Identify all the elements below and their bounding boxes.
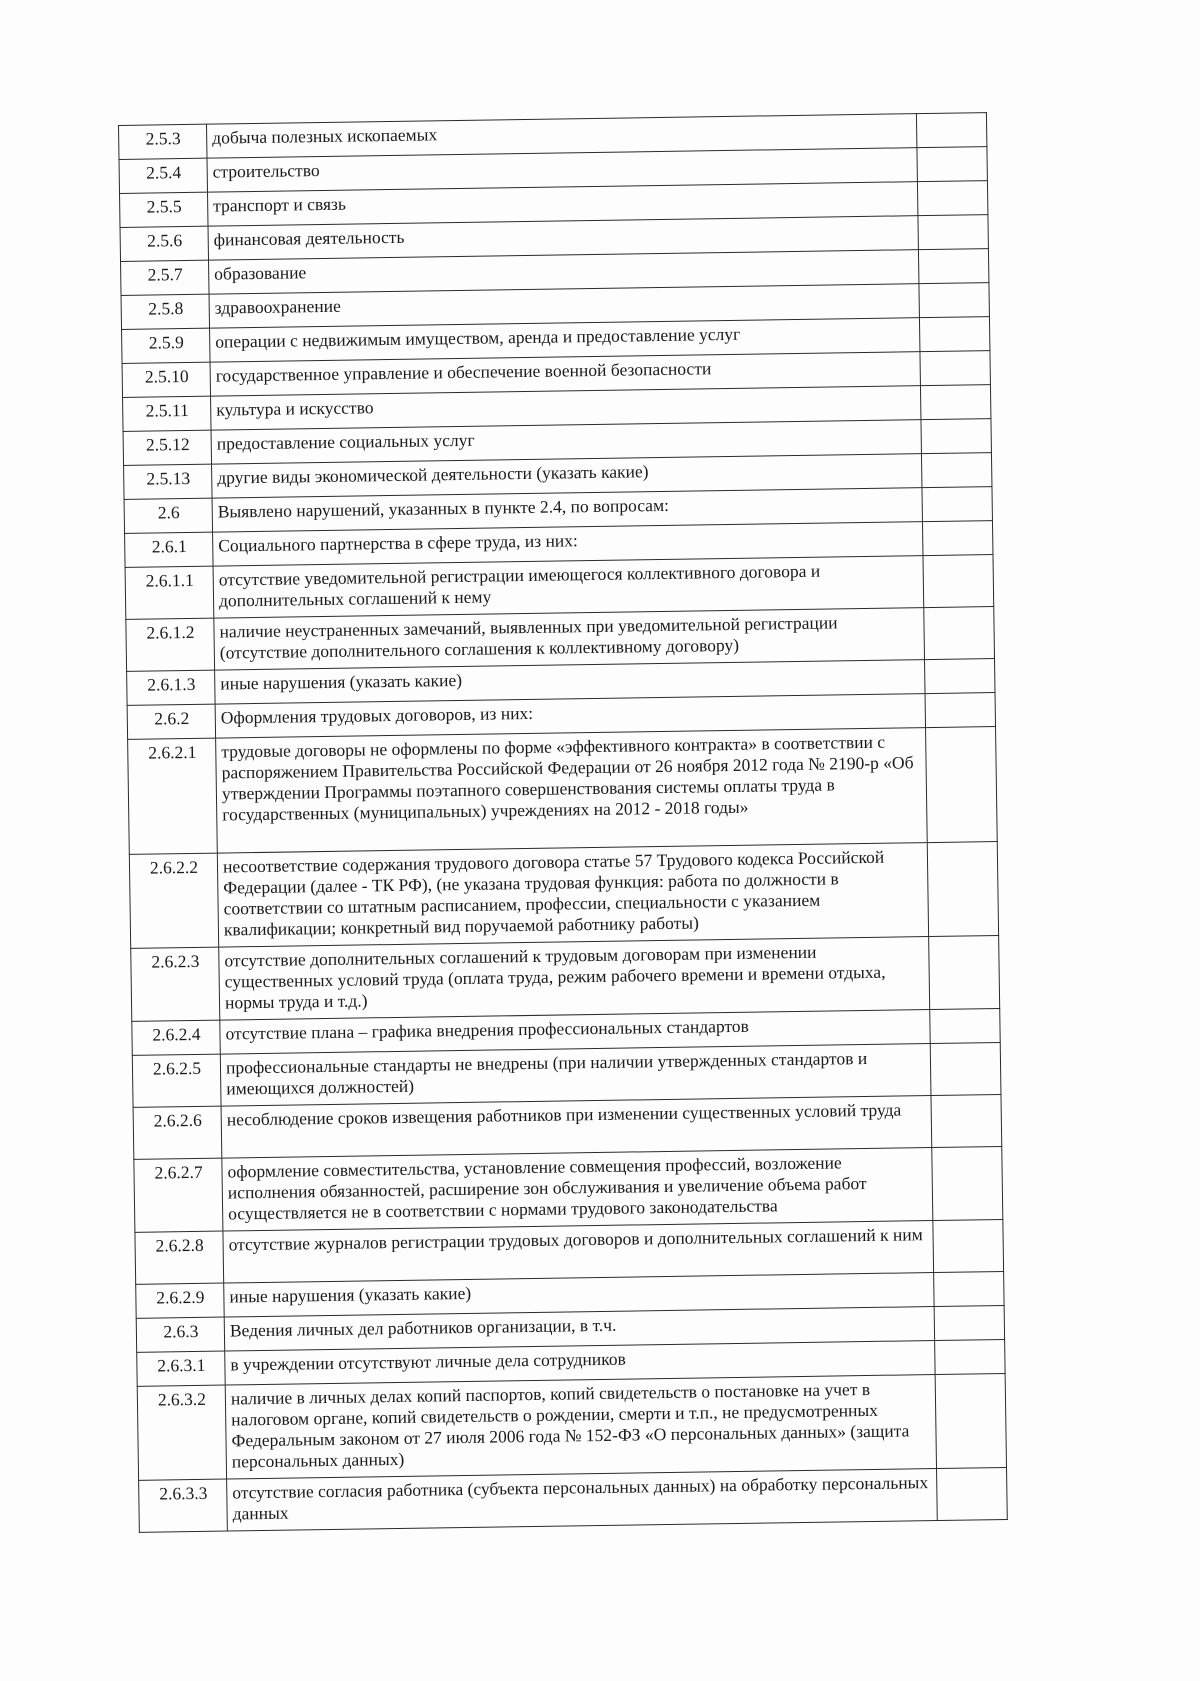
value-cell[interactable] bbox=[916, 113, 986, 148]
item-number: 2.5.8 bbox=[121, 294, 209, 329]
value-cell[interactable] bbox=[922, 521, 992, 556]
item-number: 2.6.2.6 bbox=[133, 1106, 222, 1159]
violations-table bbox=[118, 112, 1008, 1533]
item-description: несоблюдение сроков извещения работников при изменении существенных условий труда bbox=[221, 1096, 932, 1159]
item-number: 2.6.2.5 bbox=[132, 1054, 221, 1107]
item-description: Социального партнерства в сфере труда, из них: bbox=[213, 522, 923, 567]
item-number: 2.6.2.9 bbox=[136, 1283, 224, 1318]
table-row bbox=[134, 1147, 1003, 1233]
item-description: транспорт и связь bbox=[208, 182, 918, 227]
value-cell[interactable] bbox=[926, 727, 998, 843]
item-description: отсутствие уведомительной регистрации имеющегося коллективного договора и дополнительных соглашений к нему bbox=[213, 556, 924, 619]
table-row bbox=[137, 1373, 1006, 1480]
value-cell[interactable] bbox=[930, 1043, 1001, 1096]
item-description: строительство bbox=[207, 148, 917, 193]
value-cell[interactable] bbox=[919, 317, 989, 352]
value-cell[interactable] bbox=[933, 1219, 1004, 1272]
value-cell[interactable] bbox=[925, 693, 995, 728]
table-body bbox=[119, 113, 1008, 1533]
value-cell[interactable] bbox=[935, 1373, 1006, 1468]
item-number: 2.6.2.4 bbox=[132, 1020, 220, 1055]
value-cell[interactable] bbox=[921, 453, 991, 488]
value-cell[interactable] bbox=[937, 1467, 1008, 1520]
item-description: Оформления трудовых договоров, из них: bbox=[215, 694, 925, 739]
item-number: 2.6.3.2 bbox=[137, 1385, 226, 1480]
item-number: 2.6.2.7 bbox=[134, 1158, 223, 1232]
item-description: трудовые договоры не оформлены по форме «эффективного контракта» в соответствии с распоряжением Правительства Российской Федерации от 26 ноября 2012 года № 2190-р «Об утверждении Программы поэтапного совершенствования системы оплаты труда в государственных (муниципальных) учреждениях на 2012 - 2018 годы» bbox=[216, 728, 928, 854]
value-cell[interactable] bbox=[931, 1095, 1002, 1148]
item-number: 2.5.12 bbox=[123, 430, 211, 465]
value-cell[interactable] bbox=[934, 1271, 1004, 1306]
item-number: 2.6.1.3 bbox=[127, 670, 215, 705]
value-cell[interactable] bbox=[924, 607, 995, 660]
item-number: 2.5.4 bbox=[119, 158, 207, 193]
item-number: 2.5.13 bbox=[124, 464, 212, 499]
item-number: 2.5.9 bbox=[122, 328, 210, 363]
value-cell[interactable] bbox=[932, 1147, 1003, 1221]
item-description: другие виды экономической деятельности (указать какие) bbox=[212, 454, 922, 499]
item-number: 2.6.3 bbox=[136, 1317, 224, 1352]
item-description: иные нарушения (указать какие) bbox=[224, 1273, 934, 1318]
value-cell[interactable] bbox=[923, 555, 994, 608]
item-number: 2.6.2.2 bbox=[129, 853, 218, 948]
item-number: 2.6.2 bbox=[127, 704, 215, 739]
table-row bbox=[128, 727, 998, 855]
item-description: иные нарушения (указать какие) bbox=[215, 660, 925, 705]
value-cell[interactable] bbox=[918, 249, 988, 284]
item-description: государственное управление и обеспечение военной безопасности bbox=[210, 352, 920, 397]
value-cell[interactable] bbox=[917, 147, 987, 182]
item-description: операции с недвижимым имуществом, аренда и предоставление услуг bbox=[210, 318, 920, 363]
item-number: 2.6.3.1 bbox=[137, 1351, 225, 1386]
item-description: культура и искусство bbox=[211, 386, 921, 431]
value-cell[interactable] bbox=[918, 215, 988, 250]
value-cell[interactable] bbox=[920, 351, 990, 386]
item-description: Ведения личных дел работников организации, в т.ч. bbox=[224, 1307, 934, 1352]
value-cell[interactable] bbox=[929, 936, 1000, 1010]
value-cell[interactable] bbox=[935, 1339, 1005, 1374]
item-number: 2.6.1.1 bbox=[125, 566, 214, 619]
value-cell[interactable] bbox=[921, 419, 991, 454]
value-cell[interactable] bbox=[917, 181, 987, 216]
item-description: образование bbox=[209, 250, 919, 295]
item-description: отсутствие дополнительных соглашений к трудовым договорам при изменении существенных условий труда (оплата труда, режим рабочего времени и времени отдыха, нормы труда и т.д.) bbox=[219, 937, 930, 1021]
item-number: 2.5.6 bbox=[120, 226, 208, 261]
item-description: добыча полезных ископаемых bbox=[206, 114, 916, 159]
value-cell[interactable] bbox=[930, 1009, 1000, 1044]
item-description: наличие неустраненных замечаний, выявленных при уведомительной регистрации (отсутствие дополнительного соглашения к коллективному договору) bbox=[214, 608, 925, 671]
value-cell[interactable] bbox=[922, 487, 992, 522]
item-description: предоставление социальных услуг bbox=[211, 420, 921, 465]
item-number: 2.5.5 bbox=[120, 192, 208, 227]
item-description: оформление совместительства, установление совмещения профессий, возложение исполнения обязанностей, расширение зон обслуживания и увеличение объема работ осуществляется не в соответствии с нормами трудового законодательства bbox=[222, 1148, 933, 1232]
item-number: 2.6.2.8 bbox=[135, 1231, 224, 1284]
item-description: несоответствие содержания трудового договора статье 57 Трудового кодекса Российской Федерации (далее - ТК РФ), (не указана трудовая функция: работа по должности в соответствии со штатным расписанием, профессии, специальности с указанием квалификации; конкретный вид поручаемой работнику работы) bbox=[217, 843, 928, 948]
value-cell[interactable] bbox=[919, 283, 989, 318]
item-number: 2.6 bbox=[124, 498, 212, 533]
value-cell[interactable] bbox=[927, 842, 998, 937]
item-number: 2.5.3 bbox=[119, 124, 207, 159]
item-number: 2.6.2.1 bbox=[128, 738, 218, 854]
item-description: Выявлено нарушений, указанных в пункте 2.4, по вопросам: bbox=[212, 488, 922, 533]
table-row bbox=[131, 936, 1000, 1022]
value-cell[interactable] bbox=[925, 659, 995, 694]
item-number: 2.5.11 bbox=[123, 396, 211, 431]
item-description: отсутствие согласия работника (субъекта персональных данных) на обработку персональных данных bbox=[227, 1469, 938, 1532]
item-description: здравоохранение bbox=[209, 284, 919, 329]
item-number: 2.6.2.3 bbox=[131, 947, 220, 1021]
item-number: 2.5.7 bbox=[121, 260, 209, 295]
item-description: в учреждении отсутствуют личные дела сотрудников bbox=[225, 1341, 935, 1386]
value-cell[interactable] bbox=[934, 1305, 1004, 1340]
item-number: 2.6.3.3 bbox=[139, 1479, 228, 1532]
item-description: профессиональные стандарты не внедрены (при наличии утвержденных стандартов и имеющихся должностей) bbox=[220, 1044, 931, 1107]
item-number: 2.6.1 bbox=[125, 532, 213, 567]
item-description: отсутствие журналов регистрации трудовых договоров и дополнительных соглашений к ним bbox=[223, 1221, 934, 1284]
value-cell[interactable] bbox=[920, 385, 990, 420]
item-number: 2.5.10 bbox=[122, 362, 210, 397]
table-row bbox=[129, 842, 998, 949]
item-description: финансовая деятельность bbox=[208, 216, 918, 261]
item-number: 2.6.1.2 bbox=[126, 618, 215, 671]
item-description: отсутствие плана – графика внедрения профессиональных стандартов bbox=[220, 1010, 930, 1055]
item-description: наличие в личных делах копий паспортов, копий свидетельств о постановке на учет в налоговом органе, копий свидетельств о рождении, смерти и т.п., не предусмотренных Федеральным законом от 27 июля 2006 года № 152-ФЗ «О персональных данных» (защита персональных данных) bbox=[225, 1375, 936, 1480]
